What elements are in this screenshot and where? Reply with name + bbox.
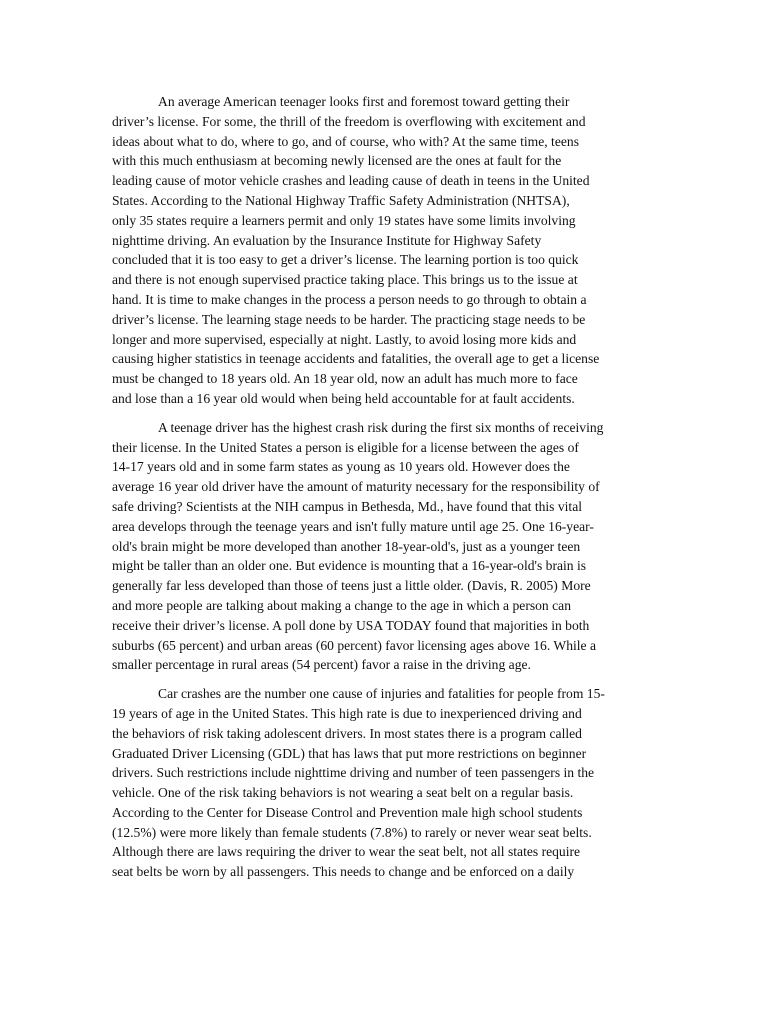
text-line: (12.5%) were more likely than female students (7.8%) to rarely or never wear seat belts. (112, 824, 592, 840)
text-line: States. According to the National Highway Traffic Safety Administration (NHTSA), (112, 192, 570, 208)
document-body (112, 92, 658, 891)
text-line: might be taller than an older one. But evidence is mounting that a 16-year-old's brain is (112, 558, 587, 574)
paragraph-3 (112, 684, 658, 882)
text-line: old's brain might be more developed than another 18-year-old's, just as a younger teen (112, 538, 581, 554)
text-line: with this much enthusiasm at becoming newly licensed are the ones at fault for the (112, 153, 562, 169)
text-line: An average American teenager looks first and foremost toward getting their (158, 94, 570, 109)
text-line: seat belts be worn by all passengers. This needs to change and be enforced on a daily (112, 864, 575, 880)
text-line: Car crashes are the number one cause of injuries and fatalities for people from 15- (158, 686, 605, 702)
text-line: leading cause of motor vehicle crashes and leading cause of death in teens in the United (112, 173, 590, 189)
text-line: and more people are talking about making a change to the age in which a person can (112, 597, 571, 613)
text-line: 19 years of age in the United States. This high rate is due to inexperienced driving and (112, 705, 582, 721)
text-line: suburbs (65 percent) and urban areas (60 percent) favor licensing ages above 16. While a (112, 637, 597, 653)
text-line: longer and more supervised, especially at night. Lastly, to avoid losing more kids and (112, 331, 577, 347)
text-line: nighttime driving. An evaluation by the Insurance Institute for Highway Safety (112, 232, 542, 248)
text-line: A teenage driver has the highest crash risk during the first six months of receiving (158, 419, 604, 435)
text-line: average 16 year old driver have the amount of maturity necessary for the responsibility of (112, 479, 600, 495)
text-line: driver’s license. The learning stage needs to be harder. The practicing stage needs to be (112, 311, 586, 327)
text-line: hand. It is time to make changes in the process a person needs to go through to obtain a (112, 291, 587, 307)
text-line: and lose than a 16 year old would when being held accountable for at fault accidents. (112, 390, 575, 406)
text-line: Although there are laws requiring the driver to wear the seat belt, not all states require (112, 844, 581, 860)
text-line: safe driving? Scientists at the NIH campus in Bethesda, Md., have found that this vital (112, 498, 583, 514)
text-line: ideas about what to do, where to go, and of course, who with? At the same time, teens (112, 133, 579, 149)
text-line: their license. In the United States a person is eligible for a license between the ages of (112, 439, 579, 455)
text-line: generally far less developed than those of teens just a little older. (Davis, R. 2005) More (112, 578, 591, 594)
paragraph-1 (112, 92, 658, 409)
text-line: area develops through the teenage years and isn't fully mature until age 25. One 16-year- (112, 518, 594, 534)
text-line: must be changed to 18 years old. An 18 year old, now an adult has much more to face (112, 371, 578, 387)
text-line: 14-17 years old and in some farm states as young as 10 years old. However does the (112, 459, 570, 475)
text-line: the behaviors of risk taking adolescent drivers. In most states there is a program called (112, 725, 582, 741)
text-line: driver’s license. For some, the thrill of the freedom is overflowing with excitement and (112, 113, 586, 129)
text-line: vehicle. One of the risk taking behaviors is not wearing a seat belt on a regular basis. (112, 785, 574, 801)
text-line: only 35 states require a learners permit and only 19 states have some limits involving (112, 212, 576, 228)
paragraph-2 (112, 418, 658, 675)
text-line: drivers. Such restrictions include nighttime driving and number of teen passengers in the (112, 765, 595, 781)
text-line: smaller percentage in rural areas (54 percent) favor a raise in the driving age. (112, 657, 531, 673)
text-line: concluded that it is too easy to get a driver’s license. The learning portion is too quick (112, 252, 579, 268)
text-line: According to the Center for Disease Control and Prevention male high school students (112, 804, 583, 820)
text-line: and there is not enough supervised practice taking place. This brings us to the issue at (112, 272, 578, 288)
text-line: causing higher statistics in teenage accidents and fatalities, the overall age to get a license (112, 351, 600, 367)
text-line: Graduated Driver Licensing (GDL) that has laws that put more restrictions on beginner (112, 745, 587, 761)
text-line: receive their driver’s license. A poll done by USA TODAY found that majorities in both (112, 617, 590, 633)
